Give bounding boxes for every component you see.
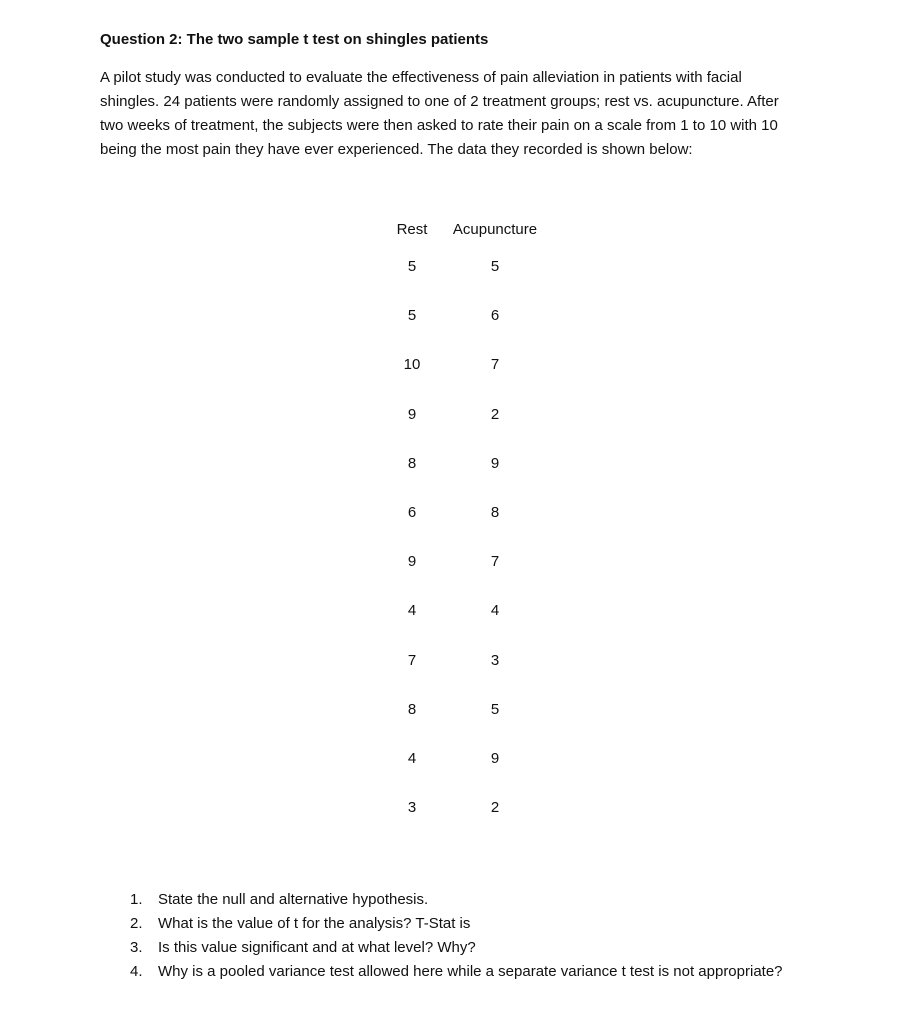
question-number: 3. bbox=[130, 939, 143, 956]
table-row bbox=[380, 685, 546, 734]
acupuncture-score-cell: 7 bbox=[490, 553, 500, 571]
rest-score-cell: 8 bbox=[407, 454, 417, 472]
table-row bbox=[380, 340, 546, 389]
acupuncture-score-cell: 8 bbox=[490, 504, 500, 522]
acupuncture-score-cell: 2 bbox=[490, 799, 500, 817]
question-item bbox=[130, 936, 783, 960]
question-number: 2. bbox=[130, 915, 143, 932]
question-title: Question 2: The two sample t test on shingles patients bbox=[100, 31, 489, 48]
acupuncture-score-cell: 2 bbox=[490, 405, 500, 423]
question-item bbox=[130, 912, 783, 936]
question-number: 1. bbox=[130, 891, 143, 908]
table-row bbox=[380, 390, 546, 439]
rest-score-cell: 4 bbox=[407, 602, 417, 620]
rest-score-cell: 8 bbox=[407, 700, 417, 718]
question-number: 4. bbox=[130, 963, 143, 980]
rest-score-cell: 9 bbox=[407, 553, 417, 571]
table-row bbox=[380, 537, 546, 586]
acupuncture-score-cell: 3 bbox=[490, 651, 500, 669]
acupuncture-score-cell: 5 bbox=[490, 700, 500, 718]
pain-score-table bbox=[380, 216, 546, 832]
question-item bbox=[130, 960, 783, 984]
table-row bbox=[380, 586, 546, 635]
question-text: Why is a pooled variance test allowed here while a separate variance t test is not appropriate? bbox=[158, 963, 783, 980]
question-list bbox=[130, 888, 783, 984]
intro-paragraph bbox=[100, 66, 870, 162]
rest-score-cell: 7 bbox=[407, 651, 417, 669]
table-row bbox=[380, 291, 546, 340]
question-text: What is the value of t for the analysis? T-Stat is bbox=[158, 915, 471, 932]
table-header-row bbox=[380, 216, 546, 242]
acupuncture-score-cell: 4 bbox=[490, 602, 500, 620]
acupuncture-score-cell: 5 bbox=[490, 258, 500, 276]
table-row bbox=[380, 783, 546, 832]
rest-score-cell: 4 bbox=[407, 749, 417, 767]
rest-score-cell: 5 bbox=[407, 258, 417, 276]
acupuncture-score-cell: 7 bbox=[490, 356, 500, 374]
intro-line: being the most pain they have ever experienced. The data they recorded is shown below: bbox=[100, 141, 693, 158]
table-row bbox=[380, 636, 546, 685]
rest-score-cell: 3 bbox=[407, 799, 417, 817]
table-row bbox=[380, 439, 546, 488]
intro-line: two weeks of treatment, the subjects were then asked to rate their pain on a scale from 1 to 10 with 10 bbox=[100, 117, 778, 134]
table-row bbox=[380, 734, 546, 783]
rest-score-cell: 9 bbox=[407, 405, 417, 423]
table-body bbox=[380, 242, 546, 832]
question-item bbox=[130, 888, 783, 912]
header-acupuncture: Acupuncture bbox=[452, 220, 538, 238]
rest-score-cell: 6 bbox=[407, 504, 417, 522]
header-rest: Rest bbox=[396, 220, 428, 238]
table-row bbox=[380, 488, 546, 537]
acupuncture-score-cell: 9 bbox=[490, 454, 500, 472]
intro-line: A pilot study was conducted to evaluate the effectiveness of pain alleviation in patients with facial bbox=[100, 69, 742, 86]
rest-score-cell: 5 bbox=[407, 307, 417, 325]
intro-line: shingles. 24 patients were randomly assigned to one of 2 treatment groups; rest vs. acupuncture. After bbox=[100, 93, 779, 110]
acupuncture-score-cell: 9 bbox=[490, 749, 500, 767]
table-row bbox=[380, 242, 546, 291]
acupuncture-score-cell: 6 bbox=[490, 307, 500, 325]
question-text: State the null and alternative hypothesis. bbox=[158, 891, 429, 908]
question-text: Is this value significant and at what level? Why? bbox=[158, 939, 476, 956]
rest-score-cell: 10 bbox=[403, 356, 421, 374]
